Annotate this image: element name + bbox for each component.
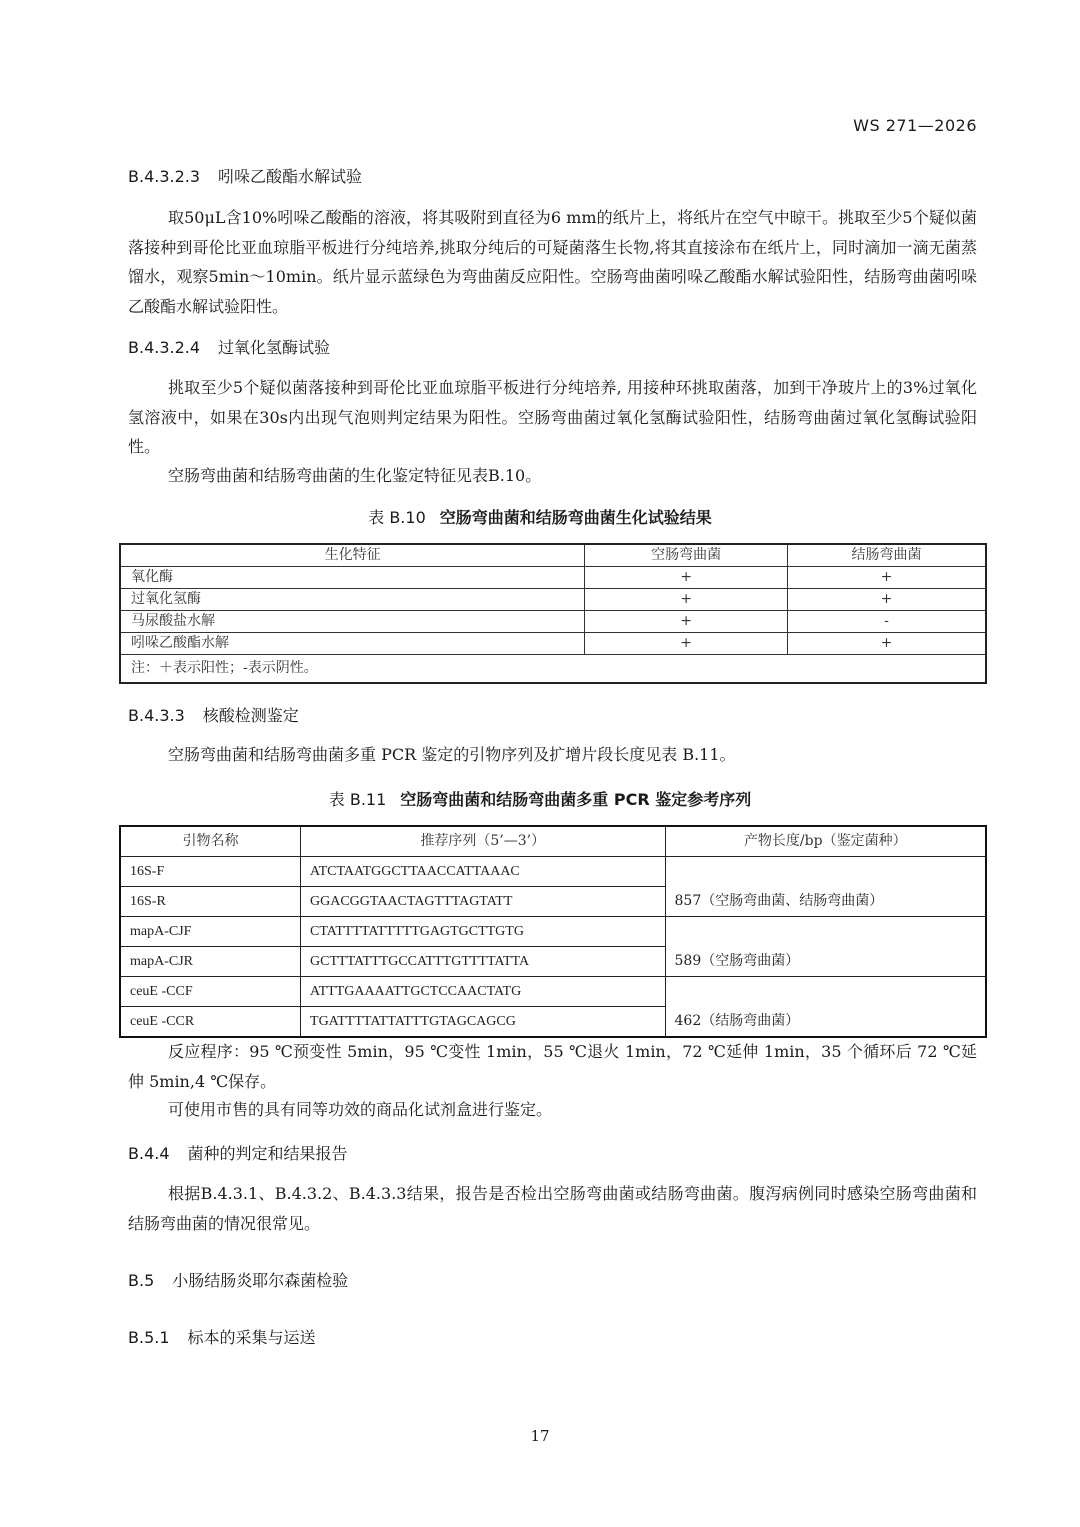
primer-name-cell: 16S-F — [120, 857, 301, 887]
caption-number: 表 B.10 — [368, 508, 426, 527]
header-cell: 引物名称 — [120, 826, 301, 857]
value-cell: + — [787, 567, 986, 589]
sequence-cell: TGATTTTATTATTTGTAGCAGCG — [301, 1007, 666, 1038]
paragraph-commercial-kit: 可使用市售的具有同等功效的商品化试剂盒进行鉴定。 — [168, 1100, 553, 1119]
section-title: 小肠结肠炎耶尔森菌检验 — [172, 1271, 349, 1290]
sequence-cell: GCTTTATTTGCCATTTGTTTTATTA — [301, 947, 666, 977]
section-number: B.4.3.2.4 — [128, 338, 201, 357]
page-number: 17 — [530, 1427, 550, 1445]
sequence-cell: CTATTTTATTTTTGAGTGCTTGTG — [301, 917, 666, 947]
primer-name-cell: mapA-CJF — [120, 917, 301, 947]
value-cell: + — [787, 589, 986, 611]
paragraph-judgement: 根据B.4.3.1、B.4.3.2、B.4.3.3结果，报告是否检出空肠弯曲菌或结肠弯曲菌。腹泻病例同时感染空肠弯曲菌和结肠弯曲菌的情况很常见。 — [128, 1184, 977, 1233]
table-row — [120, 857, 986, 887]
section-number: B.4.4 — [128, 1144, 170, 1163]
primer-name-cell: ceuE -CCR — [120, 1007, 301, 1038]
product-cell: 462（结肠弯曲菌） — [665, 977, 986, 1038]
table-row — [120, 977, 986, 1007]
header-cell: 产物长度/bp（鉴定菌种） — [665, 826, 986, 857]
table-header-row — [120, 826, 986, 857]
primer-name-cell: 16S-R — [120, 887, 301, 917]
table-note: 注：＋表示阳性；-表示阴性。 — [120, 655, 986, 684]
section-number: B.5 — [128, 1271, 155, 1290]
sequence-cell: ATTTGAAAATTGCTCCAACTATG — [301, 977, 666, 1007]
section-title: 核酸检测鉴定 — [202, 706, 299, 725]
document-id: WS 271—2026 — [853, 116, 977, 135]
sequence-cell: ATCTAATGGCTTAACCATTAAAC — [301, 857, 666, 887]
table-b10 — [119, 543, 987, 684]
section-heading-b43223 — [128, 164, 362, 187]
section-heading-b5 — [128, 1268, 348, 1291]
feature-cell: 马尿酸盐水解 — [120, 611, 585, 633]
table-row — [120, 567, 986, 589]
primer-name-cell: ceuE -CCF — [120, 977, 301, 1007]
header-cell: 生化特征 — [120, 544, 585, 567]
value-cell: + — [585, 567, 788, 589]
section-title: 过氧化氢酶试验 — [218, 338, 331, 357]
section-heading-b44 — [128, 1141, 348, 1164]
paragraph-indole-acetate: 取50μL含10%吲哚乙酸酯的溶液，将其吸附到直径为6 mm的纸片上，将纸片在空气中晾干。挑取至少5个疑似菌落接种到哥伦比亚血琼脂平板进行分纯培养,挑取分纯后的可疑菌落生长物,将其直接涂布在纸片上，同时滴加一滴无菌蒸馏水，观察5min～10min。纸片显示蓝绿色为弯曲菌反应阳性。空肠弯曲菌吲哚乙酸酯水解试验阳性，结肠弯曲菌吲哚乙酸酯水解试验阳性。 — [128, 208, 977, 316]
paragraph-catalase: 挑取至少5个疑似菌落接种到哥伦比亚血琼脂平板进行分纯培养, 用接种环挑取菌落，加到干净玻片上的3%过氧化氢溶液中，如果在30s内出现气泡则判定结果为阳性。空肠弯曲菌过氧化氢酶试验阳性，结肠弯曲菌过氧化氢酶试验阳性。 — [128, 378, 977, 456]
feature-cell: 吲哚乙酸酯水解 — [120, 633, 585, 655]
caption-title: 空肠弯曲菌和结肠弯曲菌多重 PCR 鉴定参考序列 — [400, 790, 752, 809]
value-cell: - — [787, 611, 986, 633]
value-cell: + — [585, 589, 788, 611]
header-cell: 推荐序列（5’—3’） — [301, 826, 666, 857]
table-b10-caption — [0, 505, 1080, 528]
section-heading-b43224 — [128, 335, 330, 358]
section-number: B.5.1 — [128, 1328, 170, 1347]
caption-title: 空肠弯曲菌和结肠弯曲菌生化试验结果 — [439, 508, 712, 527]
section-title: 标本的采集与运送 — [187, 1328, 316, 1347]
table-header-row — [120, 544, 986, 567]
feature-cell: 过氧化氢酶 — [120, 589, 585, 611]
table-row — [120, 633, 986, 655]
product-cell: 857（空肠弯曲菌、结肠弯曲菌） — [665, 857, 986, 917]
table-b11 — [119, 825, 987, 1038]
sequence-cell: GGACGGTAACTAGTTTAGTATT — [301, 887, 666, 917]
section-number: B.4.3.3 — [128, 706, 185, 725]
paragraph-reaction-program: 反应程序：95 ℃预变性 5min，95 ℃变性 1min，55 ℃退火 1min，72 ℃延伸 1min，35 个循环后 72 ℃延伸 5min,4 ℃保存。 — [128, 1042, 977, 1091]
table-row — [120, 589, 986, 611]
section-heading-b51 — [128, 1325, 316, 1348]
section-title: 吲哚乙酸酯水解试验 — [218, 167, 363, 186]
value-cell: + — [787, 633, 986, 655]
primer-name-cell: mapA-CJR — [120, 947, 301, 977]
feature-cell: 氧化酶 — [120, 567, 585, 589]
section-title: 菌种的判定和结果报告 — [187, 1144, 348, 1163]
value-cell: + — [585, 633, 788, 655]
table-row — [120, 917, 986, 947]
section-number: B.4.3.2.3 — [128, 167, 201, 186]
section-heading-b433 — [128, 703, 299, 726]
product-cell: 589（空肠弯曲菌） — [665, 917, 986, 977]
table-note-row — [120, 655, 986, 684]
header-cell: 空肠弯曲菌 — [585, 544, 788, 567]
paragraph-pcr-ref: 空肠弯曲菌和结肠弯曲菌多重 PCR 鉴定的引物序列及扩增片段长度见表 B.11。 — [168, 745, 736, 764]
value-cell: + — [585, 611, 788, 633]
header-cell: 结肠弯曲菌 — [787, 544, 986, 567]
caption-number: 表 B.11 — [328, 790, 387, 809]
paragraph-table-ref: 空肠弯曲菌和结肠弯曲菌的生化鉴定特征见表B.10。 — [168, 466, 542, 485]
table-b11-caption — [0, 787, 1080, 810]
table-row — [120, 611, 986, 633]
